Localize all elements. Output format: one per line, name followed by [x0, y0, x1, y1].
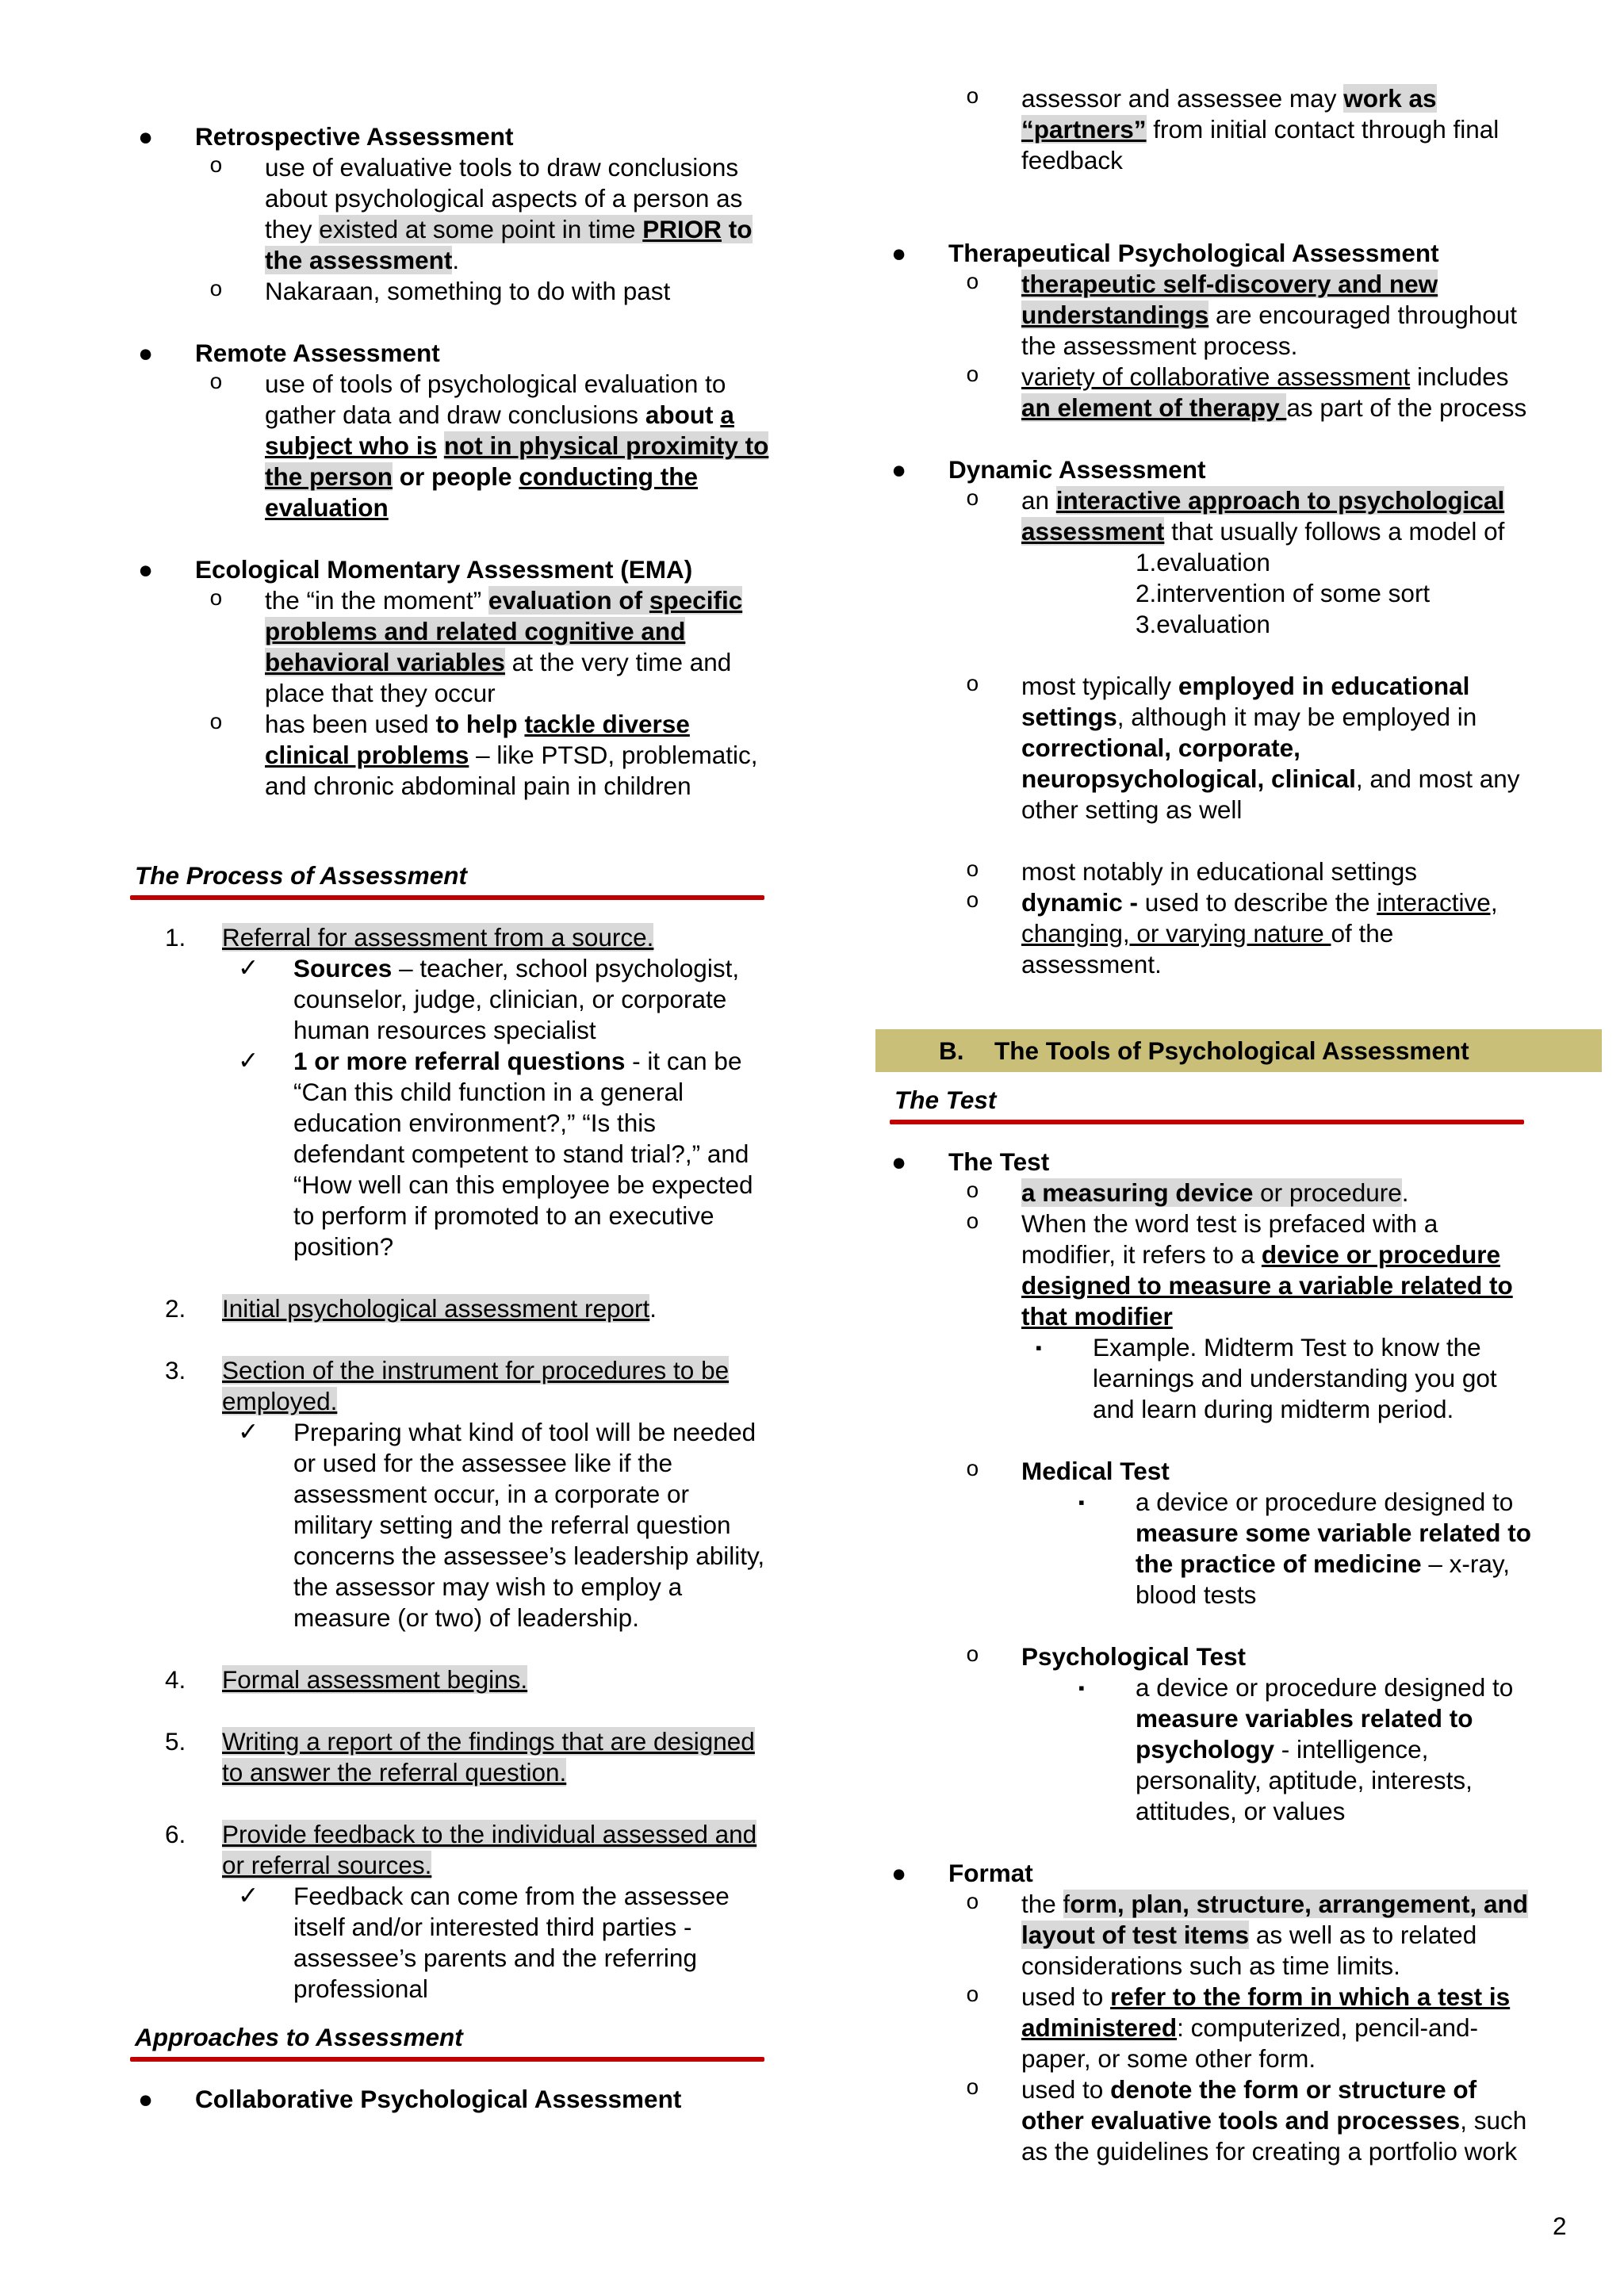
process-item-4: 4. Formal assessment begins.	[165, 1665, 528, 1694]
process-item-3-detail: ✓ Preparing what kind of tool will be needed or used for the assessee like if the assessment occur, in a corporate or military setting and the referral question concerns the assessee’s leadership ability, the assessor may wish to employ a measure (or two) of leadership.	[238, 1418, 765, 1632]
heading-red-rule	[130, 895, 764, 900]
square-bullet-icon: ▪	[1036, 1338, 1042, 1358]
psychological-test: o Psychological Test	[966, 1642, 1247, 1671]
dynamic-model-steps: 1.evaluation 2.intervention of some sort 3.evaluation	[1136, 548, 1431, 638]
bullet-dot-icon: ●	[138, 555, 154, 584]
page-number: 2	[1553, 2212, 1567, 2240]
section-heading-approaches: Approaches to Assessment	[135, 2022, 817, 2063]
process-item-1-questions: ✓ 1 or more referral questions - it can be “Can this child function in a general education environment?,” “Is this defendant competent to stand trial?,” and “How well can this employee be expected to perform if promoted to an executive position?	[238, 1047, 753, 1261]
remote-point-1: o use of tools of psychological evaluation to gather data and draw conclusions about a subject who is not in physical proximity to the person or people conducting the evaluation	[209, 370, 769, 522]
dynamic-point-3: o most notably in educational settings	[966, 857, 1418, 886]
retrospective-title: Retrospective Assessment	[195, 122, 514, 151]
medical-test: o Medical Test	[966, 1457, 1170, 1485]
bullet-the-test: ● The Test	[891, 1147, 1050, 1176]
hollow-bullet-icon: o	[966, 1180, 979, 1204]
heading-red-rule	[890, 1120, 1524, 1124]
bullet-retrospective	[135, 121, 817, 152]
hollow-bullet-icon: o	[966, 1458, 979, 1483]
hollow-bullet-icon: o	[966, 1984, 979, 2009]
ema-title: Ecological Momentary Assessment (EMA)	[195, 555, 693, 584]
bullet-dynamic: ● Dynamic Assessment	[891, 455, 1206, 484]
bullet-therapeutic: ● Therapeutical Psychological Assessment	[891, 239, 1439, 267]
bullet-ema	[135, 554, 817, 585]
process-item-1: 1. Referral for assessment from a source.	[165, 923, 654, 952]
bullet-dot-icon: ●	[891, 239, 907, 267]
dynamic-point-2: o most typically employed in educational settings, although it may be employed in correctional, corporate, neuropsychological, clinical, and most any other setting as well	[966, 672, 1520, 824]
hollow-bullet-icon: o	[966, 2077, 979, 2101]
format-point-3: o used to denote the form or structure of other evaluative tools and processes, such as the guidelines for creating a portfolio work	[966, 2075, 1527, 2166]
hollow-bullet-icon: o	[209, 588, 223, 612]
bullet-dot-icon: ●	[138, 339, 154, 367]
format-point-1: o the form, plan, structure, arrangement, and layout of test items as well as to related considerations such as time limits.	[966, 1890, 1528, 1980]
bullet-format: ● Format	[891, 1859, 1033, 1887]
hollow-bullet-icon: o	[966, 1644, 979, 1668]
bullet-collaborative: ● Collaborative Psychological Assessment	[138, 2085, 682, 2113]
bullet-dot-icon: ●	[891, 1859, 907, 1887]
bullet-remote	[135, 338, 817, 369]
hollow-bullet-icon: o	[966, 86, 979, 110]
ema-point-1: o the “in the moment” evaluation of specific problems and related cognitive and behavioral variables at the very time and place that they occur	[209, 586, 743, 707]
bullet-dot-icon: ●	[891, 1147, 907, 1176]
square-bullet-icon: ▪	[1078, 1492, 1085, 1512]
test-point-1: o a measuring device or procedure.	[966, 1178, 1409, 1207]
left-column	[135, 83, 817, 2115]
hollow-bullet-icon: o	[209, 371, 223, 396]
hollow-bullet-icon: o	[966, 890, 979, 914]
hollow-bullet-icon: o	[966, 859, 979, 883]
section-heading-process: The Process of Assessment	[135, 860, 817, 902]
hollow-bullet-icon: o	[966, 364, 979, 389]
collaborative-point-1: o assessor and assessee may work as “partners” from initial contact through final feedback	[966, 84, 1500, 174]
psychological-test-detail: ▪ a device or procedure designed to measure variables related to psychology - intelligence, personality, aptitude, interests, attitudes, or values	[1078, 1673, 1514, 1825]
process-item-6: 6. Provide feedback to the individual assessed and or referral sources.	[165, 1820, 757, 1879]
hollow-bullet-icon: o	[966, 1211, 979, 1235]
remote-title: Remote Assessment	[195, 339, 440, 367]
retrospective-point-2: o Nakaraan, something to do with past	[209, 277, 671, 305]
checkmark-icon: ✓	[238, 1418, 259, 1446]
hollow-bullet-icon: o	[209, 278, 223, 303]
medical-test-detail: ▪ a device or procedure designed to measure some variable related to the practice of medicine – x-ray, blood tests	[1078, 1488, 1531, 1609]
hollow-bullet-icon: o	[966, 271, 979, 296]
section-banner-tools: B. The Tools of Psychological Assessment	[875, 1029, 1602, 1072]
hollow-bullet-icon: o	[209, 155, 223, 179]
bullet-dot-icon: ●	[891, 455, 907, 484]
format-point-2: o used to refer to the form in which a test is administered: computerized, pencil-and- paper, or some other form.	[966, 1982, 1511, 2073]
process-item-6-detail: ✓ Feedback can come from the assessee itself and/or interested third parties - assessee’s parents and the referring professional	[238, 1882, 730, 2003]
dynamic-point-1: o an interactive approach to psychological assessment that usually follows a model of	[966, 486, 1505, 546]
bullet-dot-icon: ●	[138, 2085, 154, 2113]
square-bullet-icon: ▪	[1078, 1678, 1085, 1698]
hollow-bullet-icon: o	[209, 711, 223, 736]
hollow-bullet-icon: o	[966, 1891, 979, 1916]
hollow-bullet-icon: o	[966, 673, 979, 698]
hollow-bullet-icon: o	[966, 488, 979, 512]
therapeutic-point-2: o variety of collaborative assessment includes an element of therapy as part of the process	[966, 362, 1527, 422]
process-item-2: 2. Initial psychological assessment report.	[165, 1294, 657, 1323]
checkmark-icon: ✓	[238, 1047, 259, 1075]
heading-red-rule	[130, 2057, 764, 2062]
right-column	[888, 83, 1586, 2167]
test-point-2: o When the word test is prefaced with a modifier, it refers to a device or procedure designed to measure a variable related to that modifier	[966, 1209, 1513, 1331]
checkmark-icon: ✓	[238, 954, 259, 982]
test-example: ▪ Example. Midterm Test to know the learnings and understanding you got and learn during midterm period.	[1036, 1333, 1497, 1423]
section-heading-test: The Test	[888, 1085, 1586, 1126]
bullet-dot-icon: ●	[138, 122, 154, 151]
therapeutic-point-1: o therapeutic self-discovery and new understandings are encouraged throughout the assessment process.	[966, 270, 1518, 360]
retrospective-point-1: o use of evaluative tools to draw conclusions about psychological aspects of a person as they existed at some point in time PRIOR to the assessment.	[209, 153, 753, 274]
process-item-1-sources: ✓ Sources – teacher, school psychologist, counselor, judge, clinician, or corporate human resources specialist	[238, 954, 740, 1044]
ema-point-2: o has been used to help tackle diverse clinical problems – like PTSD, problematic, and chronic abdominal pain in children	[209, 710, 758, 800]
dynamic-point-4: o dynamic - used to describe the interactive, changing, or varying nature of the assessment.	[966, 888, 1498, 978]
process-item-3: 3. Section of the instrument for procedures to be employed.	[165, 1356, 730, 1415]
checkmark-icon: ✓	[238, 1882, 259, 1910]
process-item-5: 5. Writing a report of the findings that are designed to answer the referral question.	[165, 1727, 755, 1787]
